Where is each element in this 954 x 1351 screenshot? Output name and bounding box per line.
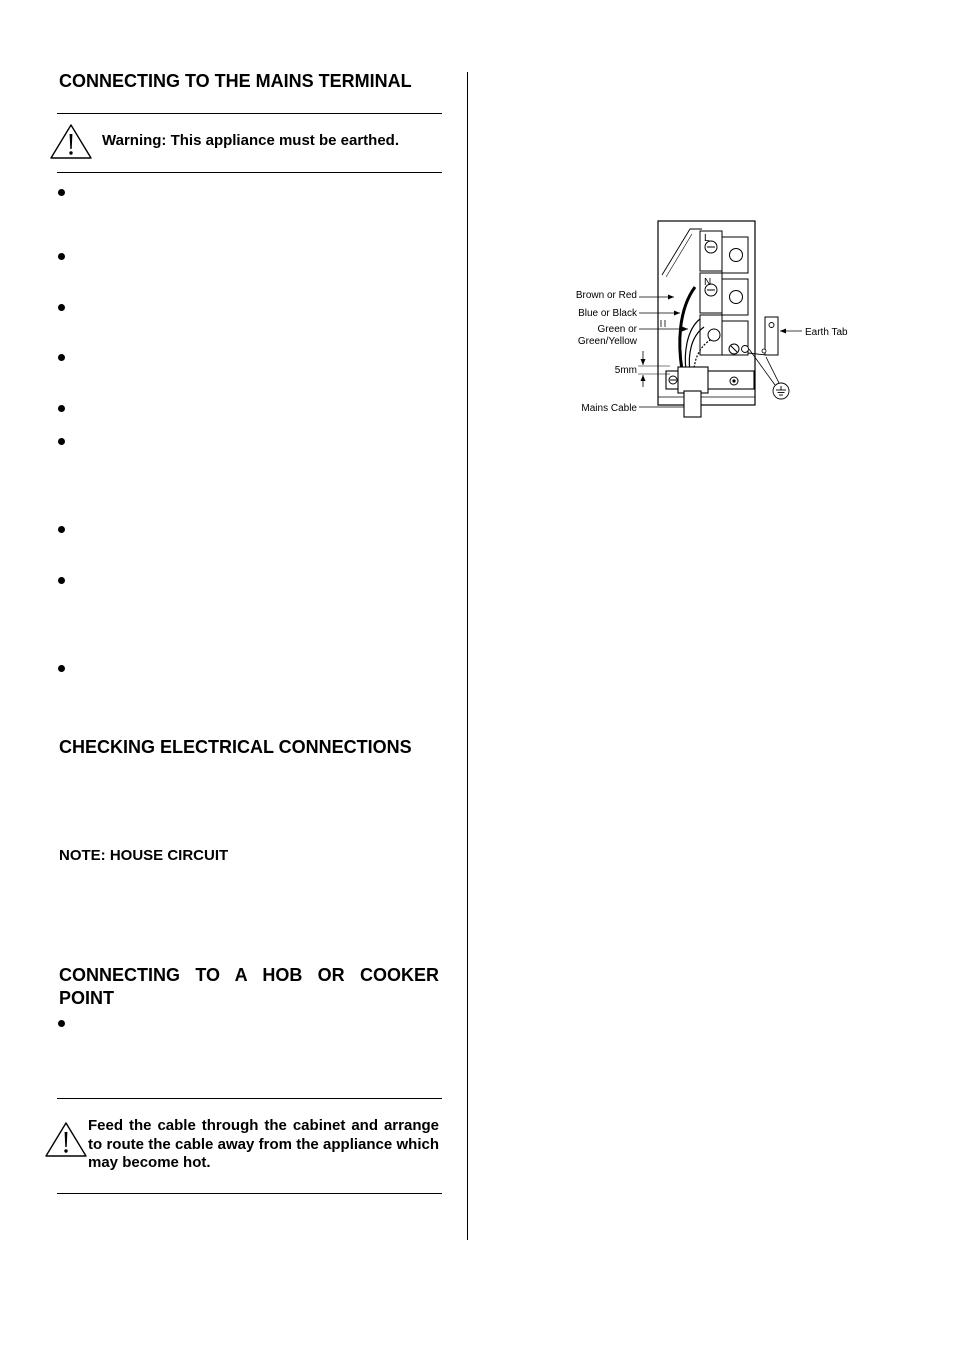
section-title-hob-point: CONNECTING TO A HOB OR COOKER POINT	[59, 965, 439, 1008]
bullet-dot-icon	[58, 526, 68, 536]
bullet-dot-icon	[58, 665, 68, 675]
label-brown-red: Brown or Red	[575, 290, 637, 301]
divider	[57, 113, 442, 114]
warning-triangle-icon	[44, 1121, 88, 1158]
warning-triangle-icon	[49, 123, 93, 160]
warning-earthed: Warning: This appliance must be earthed.	[102, 132, 399, 149]
bullet-dot-icon	[58, 1020, 68, 1030]
section-title-mains-terminal: CONNECTING TO THE MAINS TERMINAL	[59, 71, 412, 91]
divider	[57, 1193, 442, 1194]
divider	[57, 1098, 442, 1099]
divider	[57, 172, 442, 173]
note-house-circuit: NOTE: HOUSE CIRCUIT	[59, 847, 229, 864]
bullet-dot-icon	[58, 577, 68, 587]
bullet-dot-icon	[58, 354, 68, 364]
column-divider	[467, 72, 468, 1240]
mains-terminal-diagram	[570, 215, 860, 425]
svg-text:N: N	[704, 277, 712, 288]
bullet-dot-icon	[58, 304, 68, 314]
label-green-or: Green or	[597, 324, 637, 335]
label-gap: 5mm	[614, 365, 637, 376]
label-blue-black: Blue or Black	[578, 308, 637, 319]
warning-cable-route: Feed the cable through the cabinet and arrange to route the cable away from the appliance which may become hot.	[88, 1117, 439, 1171]
svg-text:L: L	[704, 233, 710, 244]
section-title-checking: CHECKING ELECTRICAL CONNECTIONS	[59, 737, 412, 757]
bullet-dot-icon	[58, 253, 68, 263]
bullet-dot-icon	[58, 405, 68, 415]
label-mains-cable: Mains Cable	[581, 403, 637, 414]
bullet-dot-icon	[58, 438, 68, 448]
bullet-dot-icon	[58, 189, 68, 199]
label-earth-tab: Earth Tab	[805, 327, 848, 338]
label-green-yellow: Green/Yellow	[577, 336, 637, 347]
